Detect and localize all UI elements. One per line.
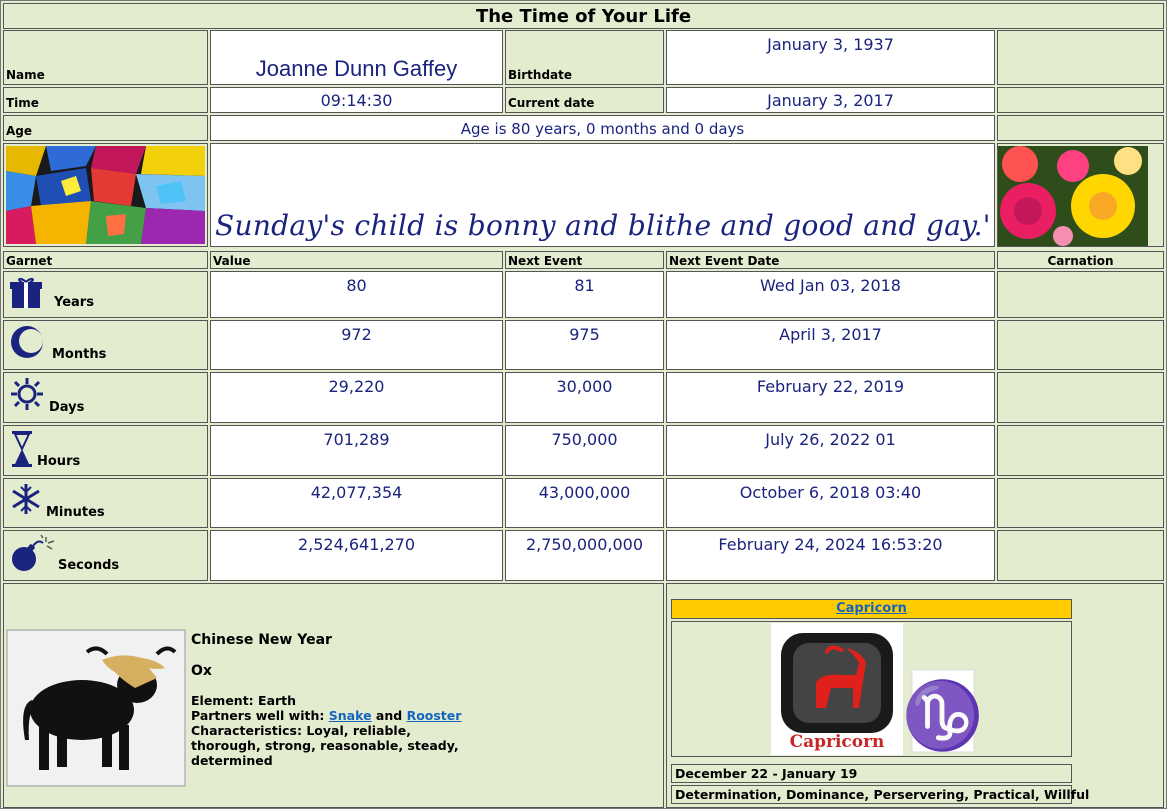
capricorn-glyph-icon — [901, 668, 985, 754]
ox-image — [7, 630, 187, 790]
header-value-label: Value — [213, 254, 251, 268]
row-minutes-empty-cell — [997, 478, 1164, 528]
row-years-date: Wed Jan 03, 2018 — [760, 276, 901, 295]
chinese-new-year-panel — [3, 583, 664, 808]
current-date-value-cell — [666, 87, 995, 113]
proverb-cell — [210, 143, 995, 247]
row-minutes-next: 43,000,000 — [538, 483, 631, 502]
age-value: Age is 80 years, 0 months and 0 days — [460, 120, 745, 138]
row-hours-label-cell — [3, 425, 208, 476]
person-name: Joanne Dunn Gaffey — [255, 56, 458, 81]
row-months-value: 972 — [341, 325, 372, 344]
row-hours-next: 750,000 — [551, 430, 618, 449]
row-days-value-cell — [210, 372, 503, 423]
snake-link[interactable]: Snake — [328, 708, 372, 723]
chinese-characteristics: Characteristics: Loyal, reliable, thorough, strong, reasonable, steady, determined — [191, 723, 459, 768]
row-seconds-label-cell — [3, 530, 208, 581]
sun-icon — [10, 377, 44, 411]
row-years-value: 80 — [346, 276, 367, 295]
row-minutes-value-cell — [210, 478, 503, 528]
time-value-cell — [210, 87, 503, 113]
rooster-link[interactable]: Rooster — [406, 708, 462, 723]
row-minutes-date: October 6, 2018 03:40 — [739, 483, 922, 502]
chinese-animal: Ox — [191, 663, 212, 679]
garnet-mosaic-image — [6, 146, 205, 244]
partners-and: and — [375, 708, 403, 723]
row-hours-date: July 26, 2022 01 — [765, 430, 896, 449]
row-seconds-label: Seconds — [58, 558, 120, 573]
row-days-date: February 22, 2019 — [756, 377, 905, 396]
carnation-image-cell — [997, 143, 1164, 247]
row-days-next: 30,000 — [556, 377, 613, 396]
row-days-empty-cell — [997, 372, 1164, 423]
row-minutes-date-cell — [666, 478, 995, 528]
row-seconds-value-cell — [210, 530, 503, 581]
svg-text:♑: ♑ — [901, 677, 985, 754]
snowflake-icon — [10, 483, 42, 515]
row3-empty-cell — [997, 115, 1164, 141]
age-label: Age — [6, 124, 33, 138]
birthdate-label: Birthdate — [508, 68, 573, 82]
header-next-event-label: Next Event — [508, 254, 583, 268]
bomb-icon — [10, 535, 56, 573]
row-seconds-value: 2,524,641,270 — [297, 535, 416, 554]
row-years-next: 81 — [574, 276, 595, 295]
capricorn-image-caption: Capricorn — [789, 732, 885, 752]
zodiac-header — [671, 599, 1072, 619]
garnet-image-cell — [3, 143, 208, 247]
capricorn-link[interactable]: Capricorn — [836, 601, 907, 616]
header-carnation — [997, 251, 1164, 269]
row-months-label-cell — [3, 320, 208, 370]
flowers-image — [998, 146, 1148, 246]
header-next-event-date-label: Next Event Date — [669, 254, 780, 268]
row-years-label-cell — [3, 271, 208, 318]
row-months-value-cell — [210, 320, 503, 370]
moon-icon — [10, 325, 44, 359]
name-label-cell — [3, 30, 208, 85]
row-years-empty-cell — [997, 271, 1164, 318]
row-hours-value-cell — [210, 425, 503, 476]
chinese-element: Element: Earth — [191, 693, 297, 708]
row-years-next-cell — [505, 271, 664, 318]
header-next-event-date — [666, 251, 995, 269]
name-label: Name — [6, 68, 45, 82]
row-days-date-cell — [666, 372, 995, 423]
header-value — [210, 251, 503, 269]
row-days-label-cell — [3, 372, 208, 423]
zodiac-traits: Determination, Dominance, Perservering, Practical, Willful — [675, 787, 1090, 802]
row-days-next-cell — [505, 372, 664, 423]
zodiac-panel — [666, 583, 1164, 808]
row1-empty-cell — [997, 30, 1164, 85]
hourglass-icon — [10, 430, 34, 468]
zodiac-dates-box — [671, 764, 1072, 783]
capricorn-image — [771, 623, 903, 755]
row-minutes-value: 42,077,354 — [310, 483, 403, 502]
row-hours-date-cell — [666, 425, 995, 476]
row2-empty-cell — [997, 87, 1164, 113]
row-months-empty-cell — [997, 320, 1164, 370]
zodiac-image-box — [671, 621, 1072, 757]
row-minutes-label-cell — [3, 478, 208, 528]
row-days-value: 29,220 — [328, 377, 385, 396]
row-seconds-next: 2,750,000,000 — [525, 535, 644, 554]
row-days-label: Days — [49, 400, 85, 415]
age-label-cell — [3, 115, 208, 141]
row-hours-value: 701,289 — [323, 430, 390, 449]
zodiac-dates: December 22 - January 19 — [675, 766, 858, 781]
row-years-value-cell — [210, 271, 503, 318]
chinese-partners — [191, 708, 461, 723]
title-bar — [3, 3, 1164, 29]
page-title: The Time of Your Life — [475, 6, 692, 27]
row-minutes-label: Minutes — [46, 505, 105, 520]
zodiac-traits-box — [671, 785, 1090, 804]
row-hours-empty-cell — [997, 425, 1164, 476]
birthdate-value-cell — [666, 30, 995, 85]
row-seconds-date: February 24, 2024 16:53:20 — [718, 535, 943, 554]
header-carnation-label: Carnation — [1047, 254, 1114, 268]
row-years-label: Years — [54, 295, 94, 310]
time-label-cell — [3, 87, 208, 113]
birthdate-value: January 3, 1937 — [767, 35, 894, 54]
row-months-date: April 3, 2017 — [779, 325, 882, 344]
gift-icon — [10, 276, 42, 310]
header-garnet-label: Garnet — [6, 254, 53, 268]
current-date-label: Current date — [508, 96, 595, 110]
time-value: 09:14:30 — [320, 91, 393, 110]
header-garnet — [3, 251, 208, 269]
row-seconds-next-cell — [505, 530, 664, 581]
row-hours-next-cell — [505, 425, 664, 476]
row-months-label: Months — [52, 347, 107, 362]
chinese-new-year-heading: Chinese New Year — [191, 632, 332, 648]
age-value-cell — [210, 115, 995, 141]
row-months-next-cell — [505, 320, 664, 370]
row-months-date-cell — [666, 320, 995, 370]
row-seconds-empty-cell — [997, 530, 1164, 581]
partners-prefix: Partners well with: — [191, 708, 325, 723]
row-seconds-date-cell — [666, 530, 995, 581]
row-months-next: 975 — [569, 325, 600, 344]
birthdate-label-cell — [505, 30, 664, 85]
current-date-label-cell — [505, 87, 664, 113]
current-date-value: January 3, 2017 — [767, 91, 894, 110]
row-minutes-next-cell — [505, 478, 664, 528]
row-years-date-cell — [666, 271, 995, 318]
row-hours-label: Hours — [37, 454, 81, 469]
name-value-cell — [210, 30, 503, 85]
proverb-text: Sunday's child is bonny and blithe and good and gay.' — [215, 209, 991, 242]
header-next-event — [505, 251, 664, 269]
time-label: Time — [6, 96, 39, 110]
